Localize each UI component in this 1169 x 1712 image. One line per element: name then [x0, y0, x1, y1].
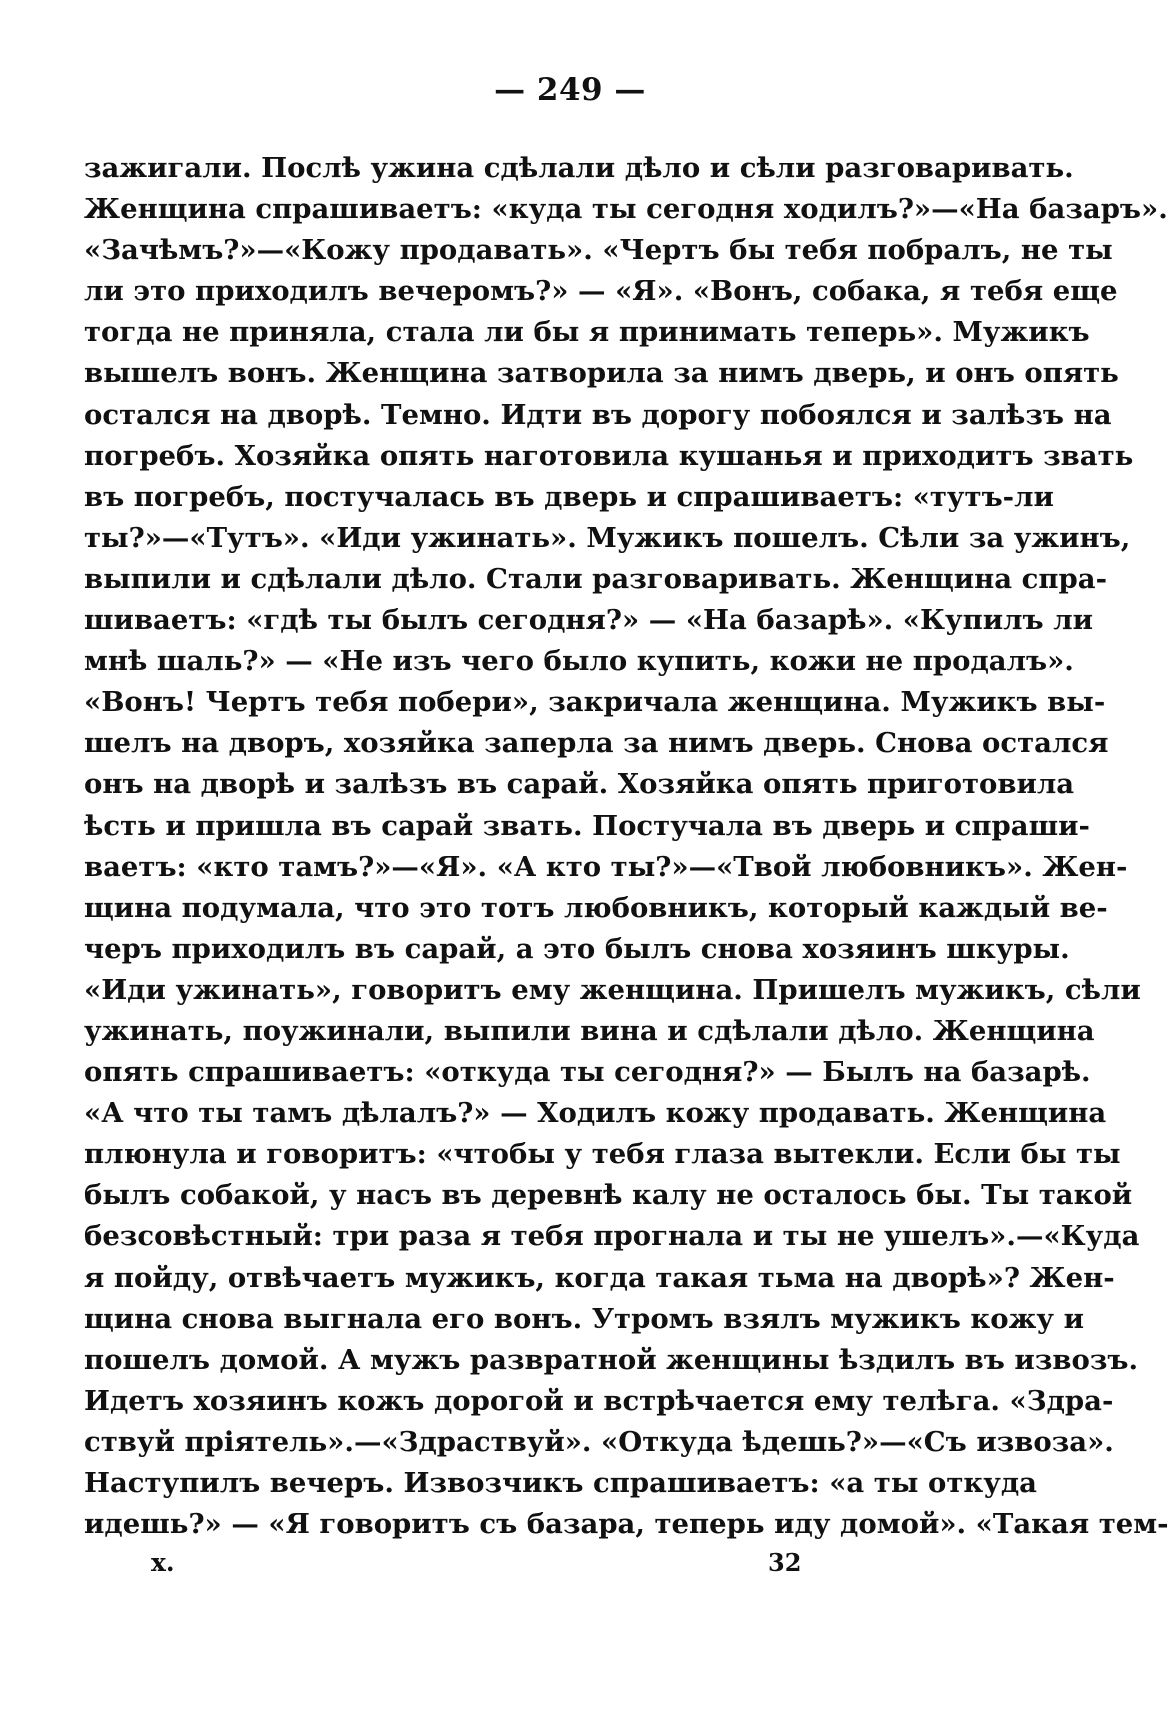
text-line: щина снова выгнала его вонъ. Утромъ взялъ мужикъ кожу и [84, 1302, 1084, 1335]
page-number: — 249 — [494, 72, 646, 108]
text-line: въ погребъ, постучалась въ дверь и спрашиваетъ: «тутъ-ли [84, 480, 1054, 513]
text-line: тогда не приняла, стала ли бы я принимать теперь». Мужикъ [84, 316, 1090, 349]
sheet-number: 32 [768, 1548, 802, 1577]
text-line: былъ собакой, у насъ въ деревнѣ калу не осталось бы. Ты такой [84, 1179, 1133, 1212]
text-line: шелъ на дворъ, хозяйка заперла за нимъ дверь. Снова остался [84, 727, 1109, 760]
text-line: безсовѣстный: три раза я тебя прогнала и ты не ушелъ».—«Куда [84, 1220, 1140, 1253]
body-text [84, 148, 1169, 1545]
text-line: Идетъ хозяинъ кожъ дорогой и встрѣчается ему телѣга. «Здра- [84, 1384, 1114, 1417]
text-line: ствуй пріятель».—«Здраствуй». «Откуда ѣдешь?»—«Съ извоза». [84, 1425, 1114, 1458]
text-line: «А что ты тамъ дѣлалъ?» — Ходилъ кожу продавать. Женщина [84, 1097, 1107, 1130]
text-line: зажигали. Послѣ ужина сдѣлали дѣло и сѣли разговаривать. [84, 152, 1074, 184]
text-line: выпили и сдѣлали дѣло. Стали разговаривать. Женщина спра- [84, 562, 1107, 595]
text-line: мнѣ шаль?» — «Не изъ чего было купить, кожи не продалъ». [84, 645, 1074, 678]
text-line: ваетъ: «кто тамъ?»—«Я». «А кто ты?»—«Твой любовникъ». Жен- [84, 850, 1128, 883]
text-line: я пойду, отвѣчаетъ мужикъ, когда такая тьма на дворѣ»? Жен- [84, 1261, 1115, 1294]
text-line: «Зачѣмъ?»—«Кожу продавать». «Чертъ бы тебя побралъ, не ты [84, 234, 1113, 267]
text-line: ты?»—«Тутъ». «Иди ужинать». Мужикъ пошелъ. Сѣли за ужинъ, [84, 521, 1131, 554]
signature-mark: x. [151, 1548, 175, 1577]
text-line: идешь?» — «Я говоритъ съ базара, теперь иду домой». «Такая тем- [84, 1508, 1169, 1541]
text-line: погребъ. Хозяйка опять наготовила кушанья и приходитъ звать [84, 439, 1134, 472]
text-line: Наступилъ вечеръ. Извозчикъ спрашиваетъ: «а ты откуда [84, 1467, 1037, 1499]
text-line: черъ приходилъ въ сарай, а это былъ снова хозяинъ шкуры. [84, 932, 1070, 965]
text-line: ли это приходилъ вечеромъ?» — «Я». «Вонъ, собака, я тебя еще [84, 275, 1118, 308]
text-line: «Иди ужинать», говоритъ ему женщина. Пришелъ мужикъ, сѣли [84, 973, 1141, 1006]
text-line: Женщина спрашиваетъ: «куда ты сегодня ходилъ?»—«На базаръ». [84, 193, 1168, 226]
text-line: ужинать, поужинали, выпили вина и сдѣлали дѣло. Женщина [84, 1014, 1095, 1047]
text-line: опять спрашиваетъ: «откуда ты сегодня?» — Былъ на базарѣ. [84, 1056, 1091, 1089]
text-line: вышелъ вонъ. Женщина затворила за нимъ дверь, и онъ опять [84, 357, 1119, 390]
text-line: пошелъ домой. А мужъ развратной женщины ѣздилъ въ извозъ. [84, 1343, 1139, 1376]
text-line: онъ на дворѣ и залѣзъ въ сарай. Хозяйка опять приготовила [84, 768, 1075, 801]
text-line: ѣсть и пришла въ сарай звать. Постучала въ дверь и спраши- [84, 809, 1090, 842]
text-line: шиваетъ: «гдѣ ты былъ сегодня?» — «На базарѣ». «Купилъ ли [84, 604, 1093, 637]
text-line: плюнула и говоритъ: «чтобы у тебя глаза вытекли. Если бы ты [84, 1138, 1121, 1171]
text-line: щина подумала, что это тотъ любовникъ, который каждый ве- [84, 891, 1108, 924]
text-line: «Вонъ! Чертъ тебя побери», закричала женщина. Мужикъ вы- [84, 686, 1106, 719]
text-line: остался на дворѣ. Темно. Идти въ дорогу побоялся и залѣзъ на [84, 398, 1112, 431]
